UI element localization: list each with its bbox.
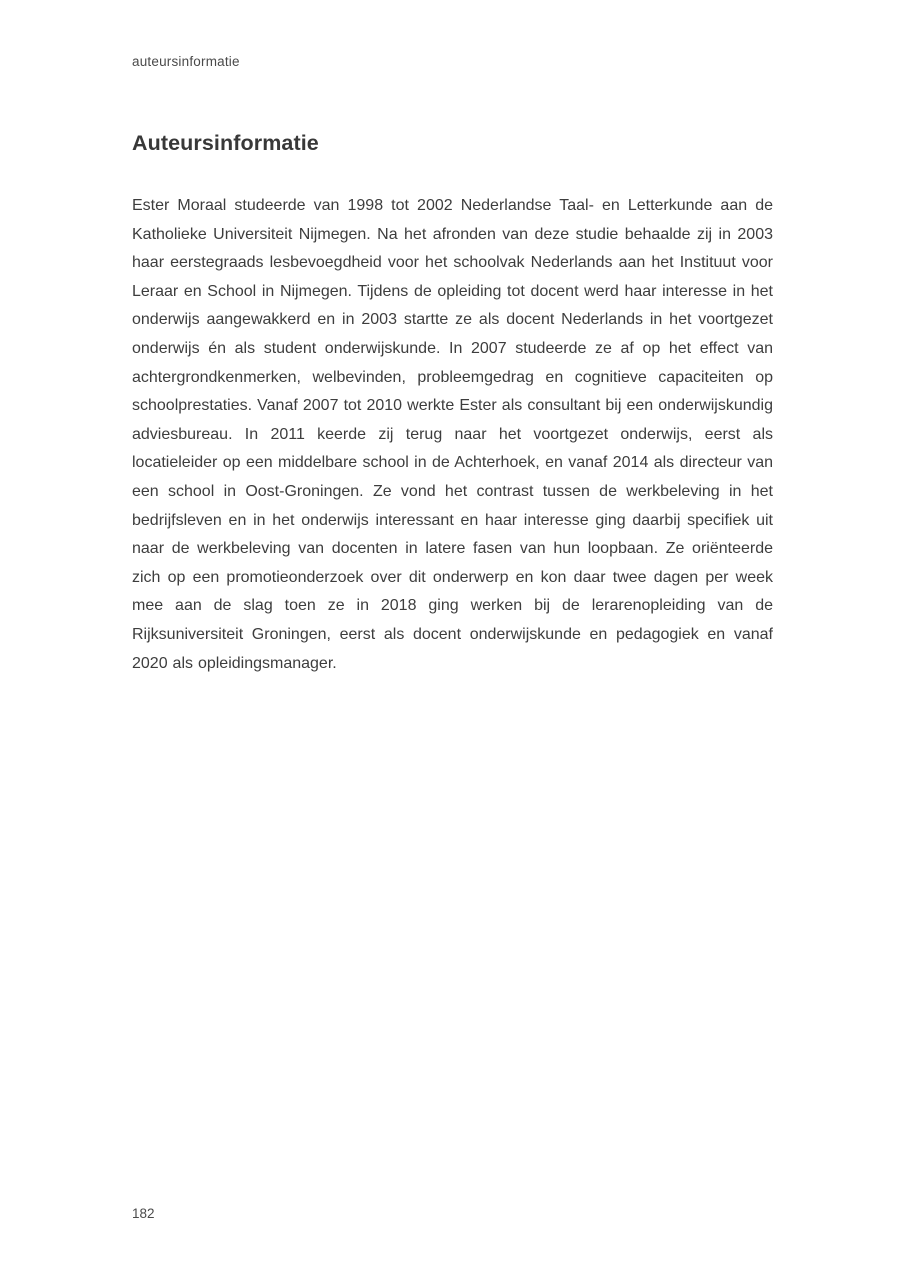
page-number: 182: [132, 1206, 155, 1221]
page-title: Auteursinformatie: [132, 131, 319, 155]
author-bio-paragraph: Ester Moraal studeerde van 1998 tot 2002 Nederlandse Taal- en Letterkunde aan de Katholieke Universiteit Nijmegen. Na het afronden van deze studie behaalde zij in 2003 haar eerstegraads lesbevoegdheid voor het schoolvak Nederlands aan het Instituut voor Leraar en School in Nijmegen. Tijdens de opleiding tot docent werd haar interesse in het onderwijs aangewakkerd en in 2003 startte ze als docent Nederlands in het voortgezet onderwijs én als student onderwijskunde. In 2007 studeerde ze af op het effect van achtergrondkenmerken, welbevinden, probleemgedrag en cognitieve capaciteiten op schoolprestaties. Vanaf 2007 tot 2010 werkte Ester als consultant bij een onderwijskundig adviesbureau. In 2011 keerde zij terug naar het voortgezet onderwijs, eerst als locatieleider op een middelbare school in de Achterhoek, en vanaf 2014 als directeur van een school in Oost-Groningen. Ze vond het contrast tussen de werkbeleving in het bedrijfsleven en in het onderwijs interessant en haar interesse ging daarbij specifiek uit naar de werkbeleving van docenten in latere fasen van hun loopbaan. Ze oriënteerde zich op een promotieonderzoek over dit onderwerp en kon daar twee dagen per week mee aan de slag toen ze in 2018 ging werken bij de lerarenopleiding van de Rijksuniversiteit Groningen, eerst als docent onderwijskunde en pedagogiek en vanaf 2020 als opleidingsmanager.: [132, 197, 773, 672]
running-header: auteursinformatie: [132, 54, 240, 69]
